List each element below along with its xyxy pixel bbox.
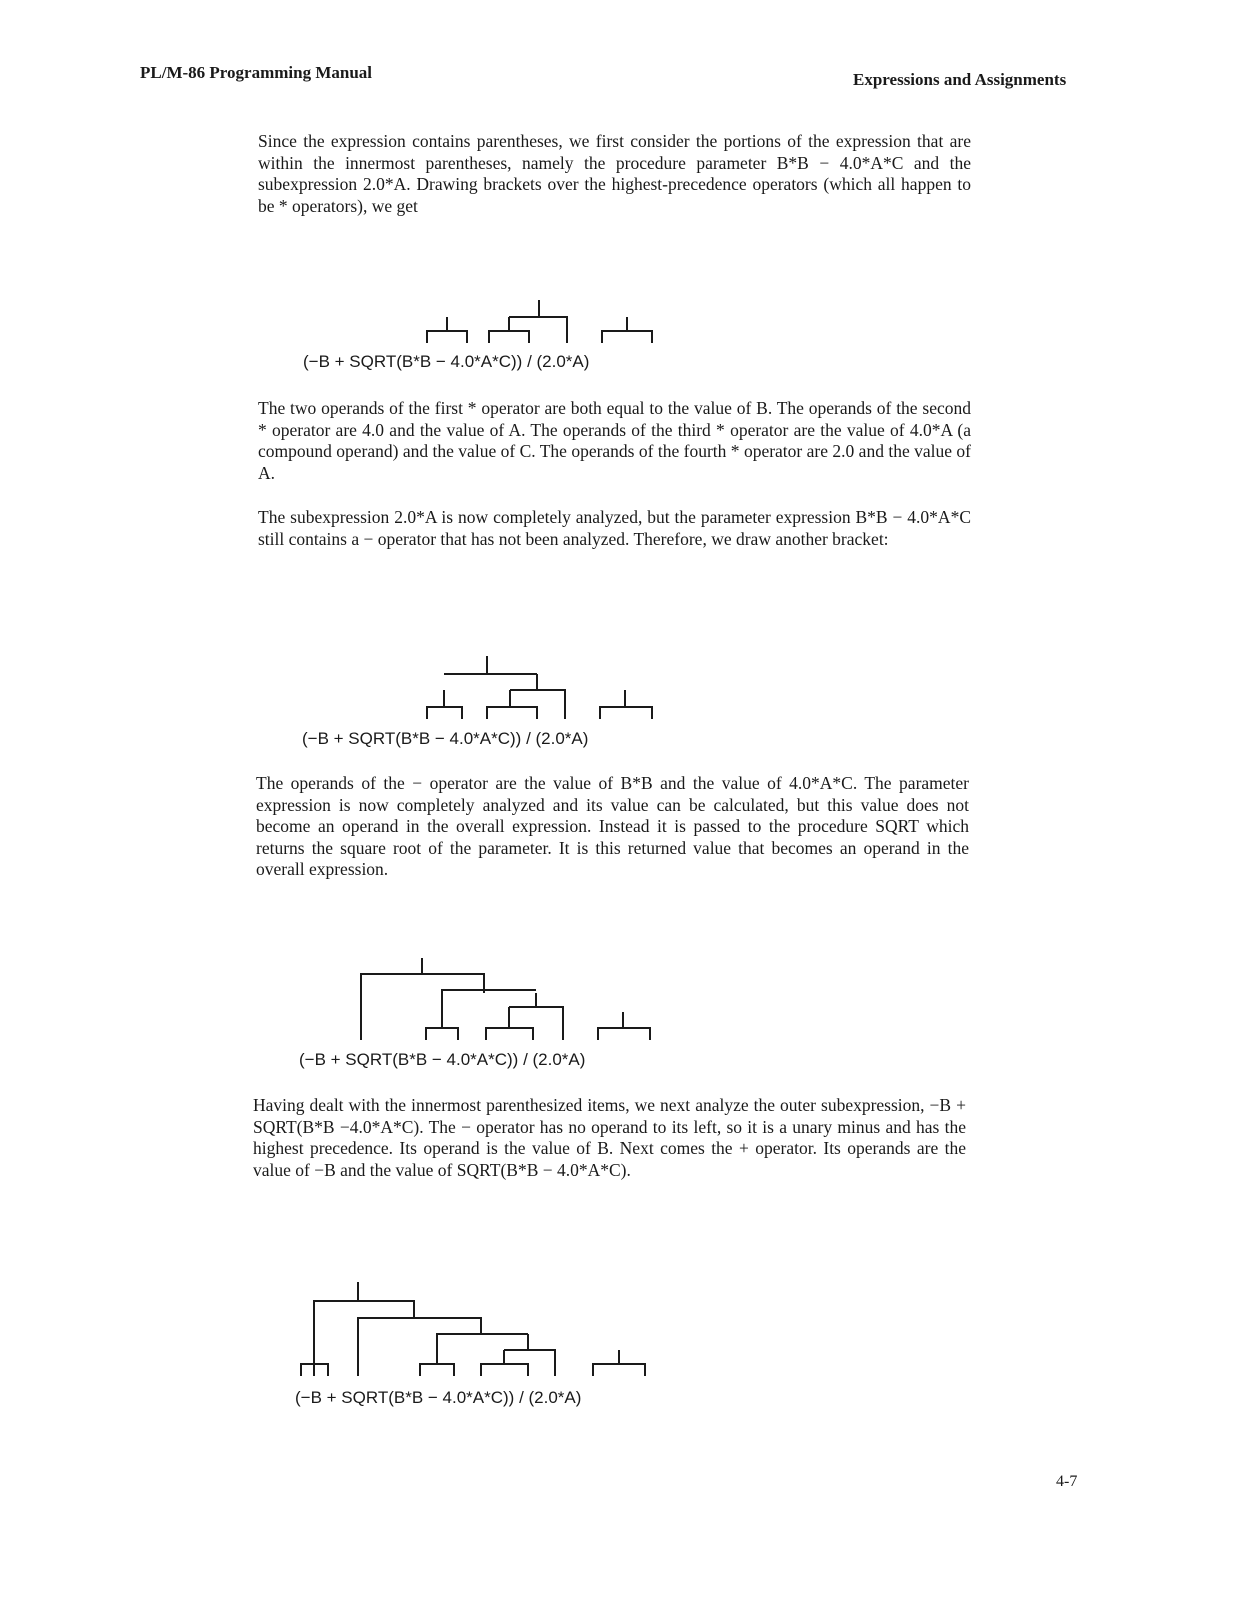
- expression-4: (−B + SQRT(B*B − 4.0*A*C)) / (2.0*A): [295, 1388, 582, 1407]
- paragraph-4: The operands of the − operator are the value of B*B and the value of 4.0*A*C. The parameter expression is now completely analyzed and its value can be calculated, but this value does not become an operand in the overall expression. Instead it is passed to the procedure SQRT which returns the square root of the parameter. It is this returned value that becomes an operand in the overall expression.: [256, 773, 969, 879]
- bracket-4ac: [504, 1334, 555, 1376]
- paragraph-1: Since the expression contains parentheses, we first consider the portions of the expression that are within the innermost parentheses, namely the procedure parameter B*B − 4.0*A*C and the subexpression 2.0*A. Drawing brackets over the highest-precedence operators (which all happen to be * operators), we get: [258, 131, 971, 216]
- expression-2: (−B + SQRT(B*B − 4.0*A*C)) / (2.0*A): [302, 729, 589, 748]
- paragraph-2: The two operands of the first * operator are both equal to the value of B. The operands of the second * operator are 4.0 and the value of A. The operands of the third * operator are the value of 4.0*A (a compound operand) and the value of C. The operands of the fourth * operator are 2.0 and the value of A.: [258, 398, 971, 483]
- page-number: 4-7: [1056, 1473, 1078, 1490]
- bracket-4a: [481, 1350, 528, 1376]
- bracket-plus: [314, 1282, 414, 1376]
- running-header-right: Expressions and Assignments: [853, 70, 1067, 89]
- bracket-minus: [437, 1334, 528, 1350]
- expression-3: (−B + SQRT(B*B − 4.0*A*C)) / (2.0*A): [299, 1050, 586, 1069]
- paragraph-5: Having dealt with the innermost parenthesized items, we next analyze the outer subexpression, −B + SQRT(B*B −4.0*A*C). The − operator has no operand to its left, so it is a unary minus and has the highest precedence. Its operand is the value of B. Next comes the + operator. Its operands are the value of −B and the value of SQRT(B*B − 4.0*A*C).: [253, 1095, 966, 1180]
- bracket-neg-b: [301, 1364, 328, 1376]
- paragraph-3: The subexpression 2.0*A is now completely analyzed, but the parameter expression B*B − 4.0*A*C still contains a − operator that has not been analyzed. Therefore, we draw another bracket:: [258, 507, 971, 549]
- expression-1: (−B + SQRT(B*B − 4.0*A*C)) / (2.0*A): [303, 352, 590, 371]
- bracket-bb: [420, 1350, 454, 1376]
- running-header-left: PL/M-86 Programming Manual: [140, 63, 372, 82]
- bracket-2a: [593, 1350, 645, 1376]
